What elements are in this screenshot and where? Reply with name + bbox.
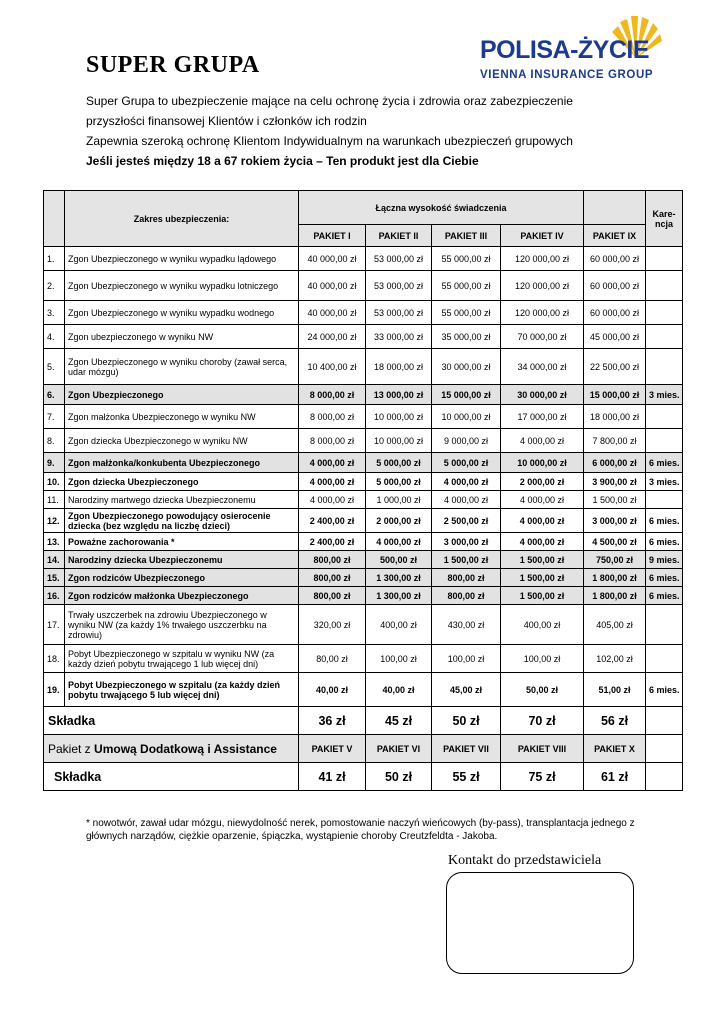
row-number: 11. [44, 491, 65, 509]
row-value: 405,00 zł [584, 605, 646, 645]
package-header: PAKIET IV [501, 225, 584, 247]
row-number: 19. [44, 673, 65, 707]
row-number: 8. [44, 429, 65, 453]
row-karencja: 6 mies. [646, 509, 683, 533]
row-value: 4 000,00 zł [299, 491, 366, 509]
table-row [44, 491, 683, 509]
row-value: 22 500,00 zł [584, 349, 646, 385]
row-value: 1 300,00 zł [366, 569, 432, 587]
row-label: Zgon Ubezpieczonego w wyniku choroby (zawał serca, udar mózgu) [65, 349, 299, 385]
package-header: PAKIET IX [584, 225, 646, 247]
intro-highlight: Jeśli jesteś między 18 a 67 rokiem życia – Ten produkt jest dla Ciebie [86, 154, 479, 168]
row-number: 9. [44, 453, 65, 473]
row-karencja [646, 605, 683, 645]
table-row [44, 349, 683, 385]
row-karencja: 6 mies. [646, 569, 683, 587]
package-header: PAKIET II [366, 225, 432, 247]
row-value: 70 000,00 zł [501, 325, 584, 349]
logo-wordmark: POLISA-ŻYCIE [480, 36, 650, 64]
row-value: 10 000,00 zł [366, 429, 432, 453]
row-karencja: 6 mies. [646, 673, 683, 707]
row-value: 2 400,00 zł [299, 509, 366, 533]
row-value: 1 300,00 zł [366, 587, 432, 605]
row-value: 24 000,00 zł [299, 325, 366, 349]
row-value: 500,00 zł [366, 551, 432, 569]
table-row [44, 325, 683, 349]
coverage-table [43, 190, 683, 791]
row-value: 60 000,00 zł [584, 301, 646, 325]
row-karencja: 6 mies. [646, 587, 683, 605]
row-value: 4 500,00 zł [584, 533, 646, 551]
row-value: 1 000,00 zł [366, 491, 432, 509]
table-row [44, 533, 683, 551]
row-value: 800,00 zł [432, 587, 501, 605]
row-value: 10 000,00 zł [366, 405, 432, 429]
table-row [44, 551, 683, 569]
table-row [44, 645, 683, 673]
row-value: 60 000,00 zł [584, 271, 646, 301]
table-row [44, 429, 683, 453]
row-value: 55 000,00 zł [432, 271, 501, 301]
row-number: 15. [44, 569, 65, 587]
row-value: 8 000,00 zł [299, 405, 366, 429]
intro-line: przyszłości finansowej Klientów i członków ich rodzin [86, 114, 367, 128]
row-value: 35 000,00 zł [432, 325, 501, 349]
row-number: 1. [44, 247, 65, 271]
row-karencja: 3 mies. [646, 385, 683, 405]
skladka-value: 36 zł [299, 707, 366, 735]
row-value: 4 000,00 zł [432, 473, 501, 491]
row-label: Zgon Ubezpieczonego [65, 385, 299, 405]
benefit-header: Łączna wysokość świadczenia [299, 191, 584, 225]
contact-label: Kontakt do przedstawiciela [448, 853, 602, 868]
table-row [44, 301, 683, 325]
row-value: 120 000,00 zł [501, 247, 584, 271]
row-value: 80,00 zł [299, 645, 366, 673]
karencja-header: Kare- ncja [646, 191, 683, 247]
blank-header [584, 191, 646, 225]
row-label: Narodziny dziecka Ubezpieczonemu [65, 551, 299, 569]
row-value: 1 500,00 zł [501, 587, 584, 605]
row-label: Zgon dziecka Ubezpieczonego w wyniku NW [65, 429, 299, 453]
skladka-value: 61 zł [584, 763, 646, 791]
no-header [44, 191, 65, 247]
package-header: PAKIET I [299, 225, 366, 247]
row-label: Zgon rodziców Ubezpieczonego [65, 569, 299, 587]
row-value: 120 000,00 zł [501, 271, 584, 301]
row-value: 100,00 zł [366, 645, 432, 673]
row-label: Pobyt Ubezpieczonego w szpitalu w wyniku NW (za każdy dzień pobytu trwającego 1 lub więcej dni) [65, 645, 299, 673]
row-value: 4 000,00 zł [501, 429, 584, 453]
row-number: 6. [44, 385, 65, 405]
row-karencja [646, 301, 683, 325]
row-value: 800,00 zł [432, 569, 501, 587]
row-value: 100,00 zł [432, 645, 501, 673]
row-karencja [646, 325, 683, 349]
table-row [44, 453, 683, 473]
skladka-value: 70 zł [501, 707, 584, 735]
intro-line: Zapewnia szeroką ochronę Klientom Indywidualnym na warunkach ubezpieczeń grupowych [86, 134, 573, 148]
row-value: 30 000,00 zł [501, 385, 584, 405]
package-header: PAKIET III [432, 225, 501, 247]
row-number: 17. [44, 605, 65, 645]
row-number: 2. [44, 271, 65, 301]
package-header: PAKIET X [584, 735, 646, 763]
row-label: Poważne zachorowania * [65, 533, 299, 551]
row-number: 4. [44, 325, 65, 349]
row-value: 30 000,00 zł [432, 349, 501, 385]
row-value: 60 000,00 zł [584, 247, 646, 271]
row-value: 53 000,00 zł [366, 301, 432, 325]
row-karencja [646, 645, 683, 673]
row-value: 3 900,00 zł [584, 473, 646, 491]
row-number: 16. [44, 587, 65, 605]
row-karencja: 3 mies. [646, 473, 683, 491]
skladka-label: Składka [44, 707, 299, 735]
table-row [44, 473, 683, 491]
row-value: 40 000,00 zł [299, 247, 366, 271]
row-number: 7. [44, 405, 65, 429]
skladka-value: 56 zł [584, 707, 646, 735]
table-row [44, 587, 683, 605]
skladka-value: 55 zł [432, 763, 501, 791]
row-number: 5. [44, 349, 65, 385]
row-value: 8 000,00 zł [299, 429, 366, 453]
table-row [44, 605, 683, 645]
row-value: 5 000,00 zł [366, 473, 432, 491]
row-karencja [646, 491, 683, 509]
row-value: 45,00 zł [432, 673, 501, 707]
pakiet-label: Pakiet z Umową Dodatkową i Assistance [44, 735, 299, 763]
row-number: 13. [44, 533, 65, 551]
skladka-label: Składka [44, 763, 299, 791]
page-title: SUPER GRUPA [86, 52, 260, 78]
row-value: 15 000,00 zł [432, 385, 501, 405]
row-value: 10 400,00 zł [299, 349, 366, 385]
row-label: Zgon Ubezpieczonego w wyniku wypadku lądowego [65, 247, 299, 271]
row-value: 1 500,00 zł [432, 551, 501, 569]
row-value: 9 000,00 zł [432, 429, 501, 453]
row-value: 4 000,00 zł [501, 533, 584, 551]
row-value: 4 000,00 zł [501, 491, 584, 509]
table-row [44, 271, 683, 301]
row-value: 6 000,00 zł [584, 453, 646, 473]
row-label: Zgon Ubezpieczonego powodujący osierocenie dziecka (bez względu na liczbę dzieci) [65, 509, 299, 533]
row-value: 4 000,00 zł [432, 491, 501, 509]
row-label: Zgon Ubezpieczonego w wyniku wypadku wodnego [65, 301, 299, 325]
row-value: 53 000,00 zł [366, 247, 432, 271]
row-label: Zgon rodziców małżonka Ubezpieczonego [65, 587, 299, 605]
row-value: 800,00 zł [299, 569, 366, 587]
footnote: * nowotwór, zawał udar mózgu, niewydolność nerek, pomostowanie naczyń wieńcowych (by-pass), transplantacja jednego z głównych narządów, ciężkie oparzenie, śpiączka, wystąpienie choroby Creutzfeldta - Jakoba. [86, 818, 635, 842]
row-value: 40 000,00 zł [299, 271, 366, 301]
row-label: Narodziny martwego dziecka Ubezpieczonemu [65, 491, 299, 509]
row-value: 320,00 zł [299, 605, 366, 645]
row-label: Pobyt Ubezpieczonego w szpitalu (za każdy dzień pobytu trwającego 5 lub więcej dni) [65, 673, 299, 707]
row-karencja: 6 mies. [646, 533, 683, 551]
table-row [44, 385, 683, 405]
package-header: PAKIET VII [432, 735, 501, 763]
row-value: 33 000,00 zł [366, 325, 432, 349]
package-header: PAKIET VI [366, 735, 432, 763]
row-value: 15 000,00 zł [584, 385, 646, 405]
row-value: 40,00 zł [366, 673, 432, 707]
contact-box [446, 872, 634, 974]
skladka-value: 75 zł [501, 763, 584, 791]
scope-header: Zakres ubezpieczenia: [65, 191, 299, 247]
row-label: Zgon dziecka Ubezpieczonego [65, 473, 299, 491]
coverage-rows [44, 247, 683, 707]
row-value: 400,00 zł [366, 605, 432, 645]
row-value: 13 000,00 zł [366, 385, 432, 405]
row-label: Zgon ubezpieczonego w wyniku NW [65, 325, 299, 349]
row-value: 4 000,00 zł [366, 533, 432, 551]
row-value: 400,00 zł [501, 605, 584, 645]
intro-line: Super Grupa to ubezpieczenie mające na celu ochronę życia i zdrowia oraz zabezpieczenie [86, 94, 573, 108]
row-value: 100,00 zł [501, 645, 584, 673]
row-value: 750,00 zł [584, 551, 646, 569]
row-value: 1 500,00 zł [501, 551, 584, 569]
row-value: 10 000,00 zł [432, 405, 501, 429]
row-value: 1 800,00 zł [584, 569, 646, 587]
row-label: Zgon Ubezpieczonego w wyniku wypadku lotniczego [65, 271, 299, 301]
row-label: Trwały uszczerbek na zdrowiu Ubezpieczonego w wyniku NW (za każdy 1% trwałego uszczerbku na zdrowiu) [65, 605, 299, 645]
row-value: 18 000,00 zł [584, 405, 646, 429]
table-row [44, 673, 683, 707]
row-karencja [646, 271, 683, 301]
table-row [44, 569, 683, 587]
row-value: 5 000,00 zł [432, 453, 501, 473]
row-label: Zgon małżonka Ubezpieczonego w wyniku NW [65, 405, 299, 429]
row-number: 14. [44, 551, 65, 569]
row-karencja [646, 247, 683, 271]
skladka-value: 45 zł [366, 707, 432, 735]
skladka-value: 50 zł [432, 707, 501, 735]
row-value: 2 000,00 zł [366, 509, 432, 533]
table-row [44, 247, 683, 271]
table-row [44, 509, 683, 533]
row-value: 5 000,00 zł [366, 453, 432, 473]
package-header: PAKIET VIII [501, 735, 584, 763]
row-value: 40,00 zł [299, 673, 366, 707]
row-value: 8 000,00 zł [299, 385, 366, 405]
row-value: 55 000,00 zł [432, 301, 501, 325]
logo [476, 14, 666, 84]
row-value: 17 000,00 zł [501, 405, 584, 429]
row-value: 18 000,00 zł [366, 349, 432, 385]
row-value: 2 500,00 zł [432, 509, 501, 533]
package-header: PAKIET V [299, 735, 366, 763]
skladka-value: 50 zł [366, 763, 432, 791]
row-value: 10 000,00 zł [501, 453, 584, 473]
row-value: 120 000,00 zł [501, 301, 584, 325]
row-number: 18. [44, 645, 65, 673]
row-value: 800,00 zł [299, 551, 366, 569]
row-value: 2 000,00 zł [501, 473, 584, 491]
row-value: 4 000,00 zł [299, 473, 366, 491]
row-value: 7 800,00 zł [584, 429, 646, 453]
skladka-value: 41 zł [299, 763, 366, 791]
row-number: 12. [44, 509, 65, 533]
row-value: 1 500,00 zł [584, 491, 646, 509]
row-label: Zgon małżonka/konkubenta Ubezpieczonego [65, 453, 299, 473]
row-value: 2 400,00 zł [299, 533, 366, 551]
row-number: 10. [44, 473, 65, 491]
row-karencja [646, 349, 683, 385]
row-value: 1 500,00 zł [501, 569, 584, 587]
row-karencja: 9 mies. [646, 551, 683, 569]
row-value: 4 000,00 zł [501, 509, 584, 533]
row-karencja [646, 429, 683, 453]
row-value: 50,00 zł [501, 673, 584, 707]
row-value: 55 000,00 zł [432, 247, 501, 271]
row-value: 40 000,00 zł [299, 301, 366, 325]
row-karencja [646, 405, 683, 429]
row-value: 102,00 zł [584, 645, 646, 673]
table-row [44, 405, 683, 429]
row-value: 51,00 zł [584, 673, 646, 707]
logo-subtitle: VIENNA INSURANCE GROUP [480, 69, 654, 81]
row-value: 430,00 zł [432, 605, 501, 645]
row-value: 53 000,00 zł [366, 271, 432, 301]
row-value: 45 000,00 zł [584, 325, 646, 349]
row-number: 3. [44, 301, 65, 325]
row-value: 4 000,00 zł [299, 453, 366, 473]
row-value: 1 800,00 zł [584, 587, 646, 605]
row-value: 800,00 zł [299, 587, 366, 605]
row-value: 3 000,00 zł [584, 509, 646, 533]
row-karencja: 6 mies. [646, 453, 683, 473]
row-value: 3 000,00 zł [432, 533, 501, 551]
row-value: 34 000,00 zł [501, 349, 584, 385]
